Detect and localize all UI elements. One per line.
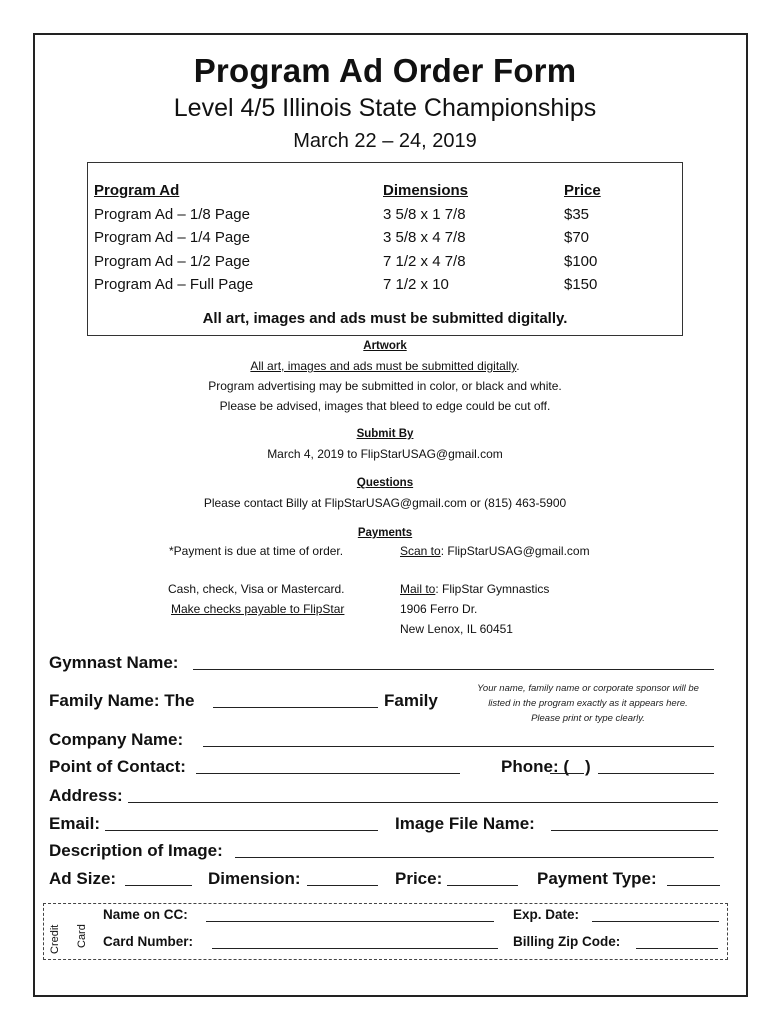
company-name-field[interactable] <box>203 746 714 747</box>
point-of-contact-label: Point of Contact: <box>49 757 186 776</box>
card-label: Card <box>76 924 88 948</box>
artwork-period: . <box>516 359 520 373</box>
address-field[interactable] <box>128 802 718 803</box>
header-program-ad: Program Ad <box>94 182 180 199</box>
header-dimensions: Dimensions <box>383 182 469 199</box>
ad-price: $35 <box>564 206 590 223</box>
artwork-line-3: Please be advised, images that bleed to edge could be cut off. <box>219 399 551 413</box>
mail-to-value: : FlipStar Gymnastics <box>435 582 550 596</box>
description-label: Description of Image: <box>49 841 223 860</box>
artwork-line-1 <box>0 356 770 376</box>
dimension-field[interactable] <box>307 885 378 886</box>
questions-line: Please contact Billy at FlipStarUSAG@gmail.com or (815) 463-5900 <box>203 496 567 510</box>
payment-methods-text: Cash, check, Visa or Mastercard. <box>168 582 345 596</box>
event-dates: March 22 – 24, 2019 <box>293 130 477 152</box>
ad-name: Program Ad – 1/2 Page <box>94 253 250 270</box>
submit-section <box>0 424 770 464</box>
ad-price: $150 <box>564 276 598 293</box>
header-price: Price <box>564 182 601 199</box>
mail-to-label: Mail to <box>400 582 436 596</box>
questions-section <box>0 473 770 513</box>
point-of-contact-field[interactable] <box>196 773 460 774</box>
phone-close-paren: ) <box>585 757 591 776</box>
submit-heading: Submit By <box>356 428 414 440</box>
event-subtitle: Level 4/5 Illinois State Championships <box>173 94 597 122</box>
description-field[interactable] <box>235 857 714 858</box>
credit-card-side-label <box>49 912 89 954</box>
submit-line: March 4, 2019 to FlipStarUSAG@gmail.com <box>267 447 503 461</box>
ad-name: Program Ad – Full Page <box>94 276 254 293</box>
ad-name: Program Ad – 1/4 Page <box>94 229 250 246</box>
note-line-3: Please print or type clearly. <box>531 713 645 724</box>
email-label: Email: <box>49 814 101 833</box>
ad-dimensions: 7 1/2 x 10 <box>383 276 449 293</box>
questions-heading: Questions <box>356 477 414 489</box>
payment-due-text: *Payment is due at time of order. <box>169 544 344 558</box>
ad-size-label: Ad Size: <box>49 869 117 888</box>
digital-submission-note: All art, images and ads must be submitted digitally. <box>202 310 568 327</box>
email-field[interactable] <box>105 830 378 831</box>
note-line-1: Your name, family name or corporate sponsor will be <box>477 683 699 694</box>
ad-name: Program Ad – 1/8 Page <box>94 206 250 223</box>
mail-to-line <box>400 582 549 596</box>
phone-area-code-field[interactable] <box>550 773 584 774</box>
ad-dimensions: 7 1/2 x 4 7/8 <box>383 253 466 270</box>
payments-section <box>0 523 770 543</box>
image-file-name-label: Image File Name: <box>395 814 535 833</box>
family-name-label: Family Name: The <box>49 691 195 710</box>
scan-to-value: : FlipStarUSAG@gmail.com <box>440 544 590 558</box>
family-suffix-label: Family <box>384 691 438 710</box>
payment-type-field[interactable] <box>667 885 720 886</box>
dimension-label: Dimension: <box>208 869 301 888</box>
mail-address-line-1: 1906 Ferro Dr. <box>400 602 478 616</box>
artwork-heading: Artwork <box>363 340 407 352</box>
exp-date-field[interactable] <box>592 921 719 922</box>
credit-label: Credit <box>49 924 61 954</box>
ad-price: $100 <box>564 253 598 270</box>
family-name-field[interactable] <box>213 707 378 708</box>
exp-date-label: Exp. Date: <box>513 907 580 922</box>
checks-payable-text: Make checks payable to FlipStar <box>171 602 345 616</box>
scan-to-label: Scan to <box>400 544 441 558</box>
card-number-field[interactable] <box>212 948 498 949</box>
note-line-2: listed in the program exactly as it appears here. <box>488 698 688 709</box>
gymnast-name-field[interactable] <box>193 669 714 670</box>
image-file-name-field[interactable] <box>551 830 718 831</box>
ad-dimensions: 3 5/8 x 1 7/8 <box>383 206 466 223</box>
billing-zip-field[interactable] <box>636 948 718 949</box>
ad-dimensions: 3 5/8 x 4 7/8 <box>383 229 466 246</box>
address-label: Address: <box>49 786 123 805</box>
gymnast-name-label: Gymnast Name: <box>49 653 179 672</box>
ad-price: $70 <box>564 229 590 246</box>
phone-label: Phone: ( <box>501 757 569 776</box>
price-label: Price: <box>395 869 443 888</box>
company-name-label: Company Name: <box>49 730 184 749</box>
card-number-label: Card Number: <box>103 934 194 949</box>
ad-size-field[interactable] <box>125 885 192 886</box>
payment-type-label: Payment Type: <box>537 869 657 888</box>
price-field[interactable] <box>447 885 518 886</box>
mail-address-line-2: New Lenox, IL 60451 <box>400 622 513 636</box>
artwork-line-2: Program advertising may be submitted in color, or black and white. <box>208 379 562 393</box>
artwork-digital-text: All art, images and ads must be submitted digitally <box>250 359 517 373</box>
scan-to-line <box>400 544 590 558</box>
name-on-cc-label: Name on CC: <box>103 907 188 922</box>
artwork-section <box>0 336 770 416</box>
name-on-cc-field[interactable] <box>206 921 494 922</box>
name-listing-note <box>456 681 720 726</box>
form-title: Program Ad Order Form <box>193 52 577 89</box>
billing-zip-label: Billing Zip Code: <box>513 934 621 949</box>
payments-heading: Payments <box>357 527 413 539</box>
phone-number-field[interactable] <box>598 773 714 774</box>
